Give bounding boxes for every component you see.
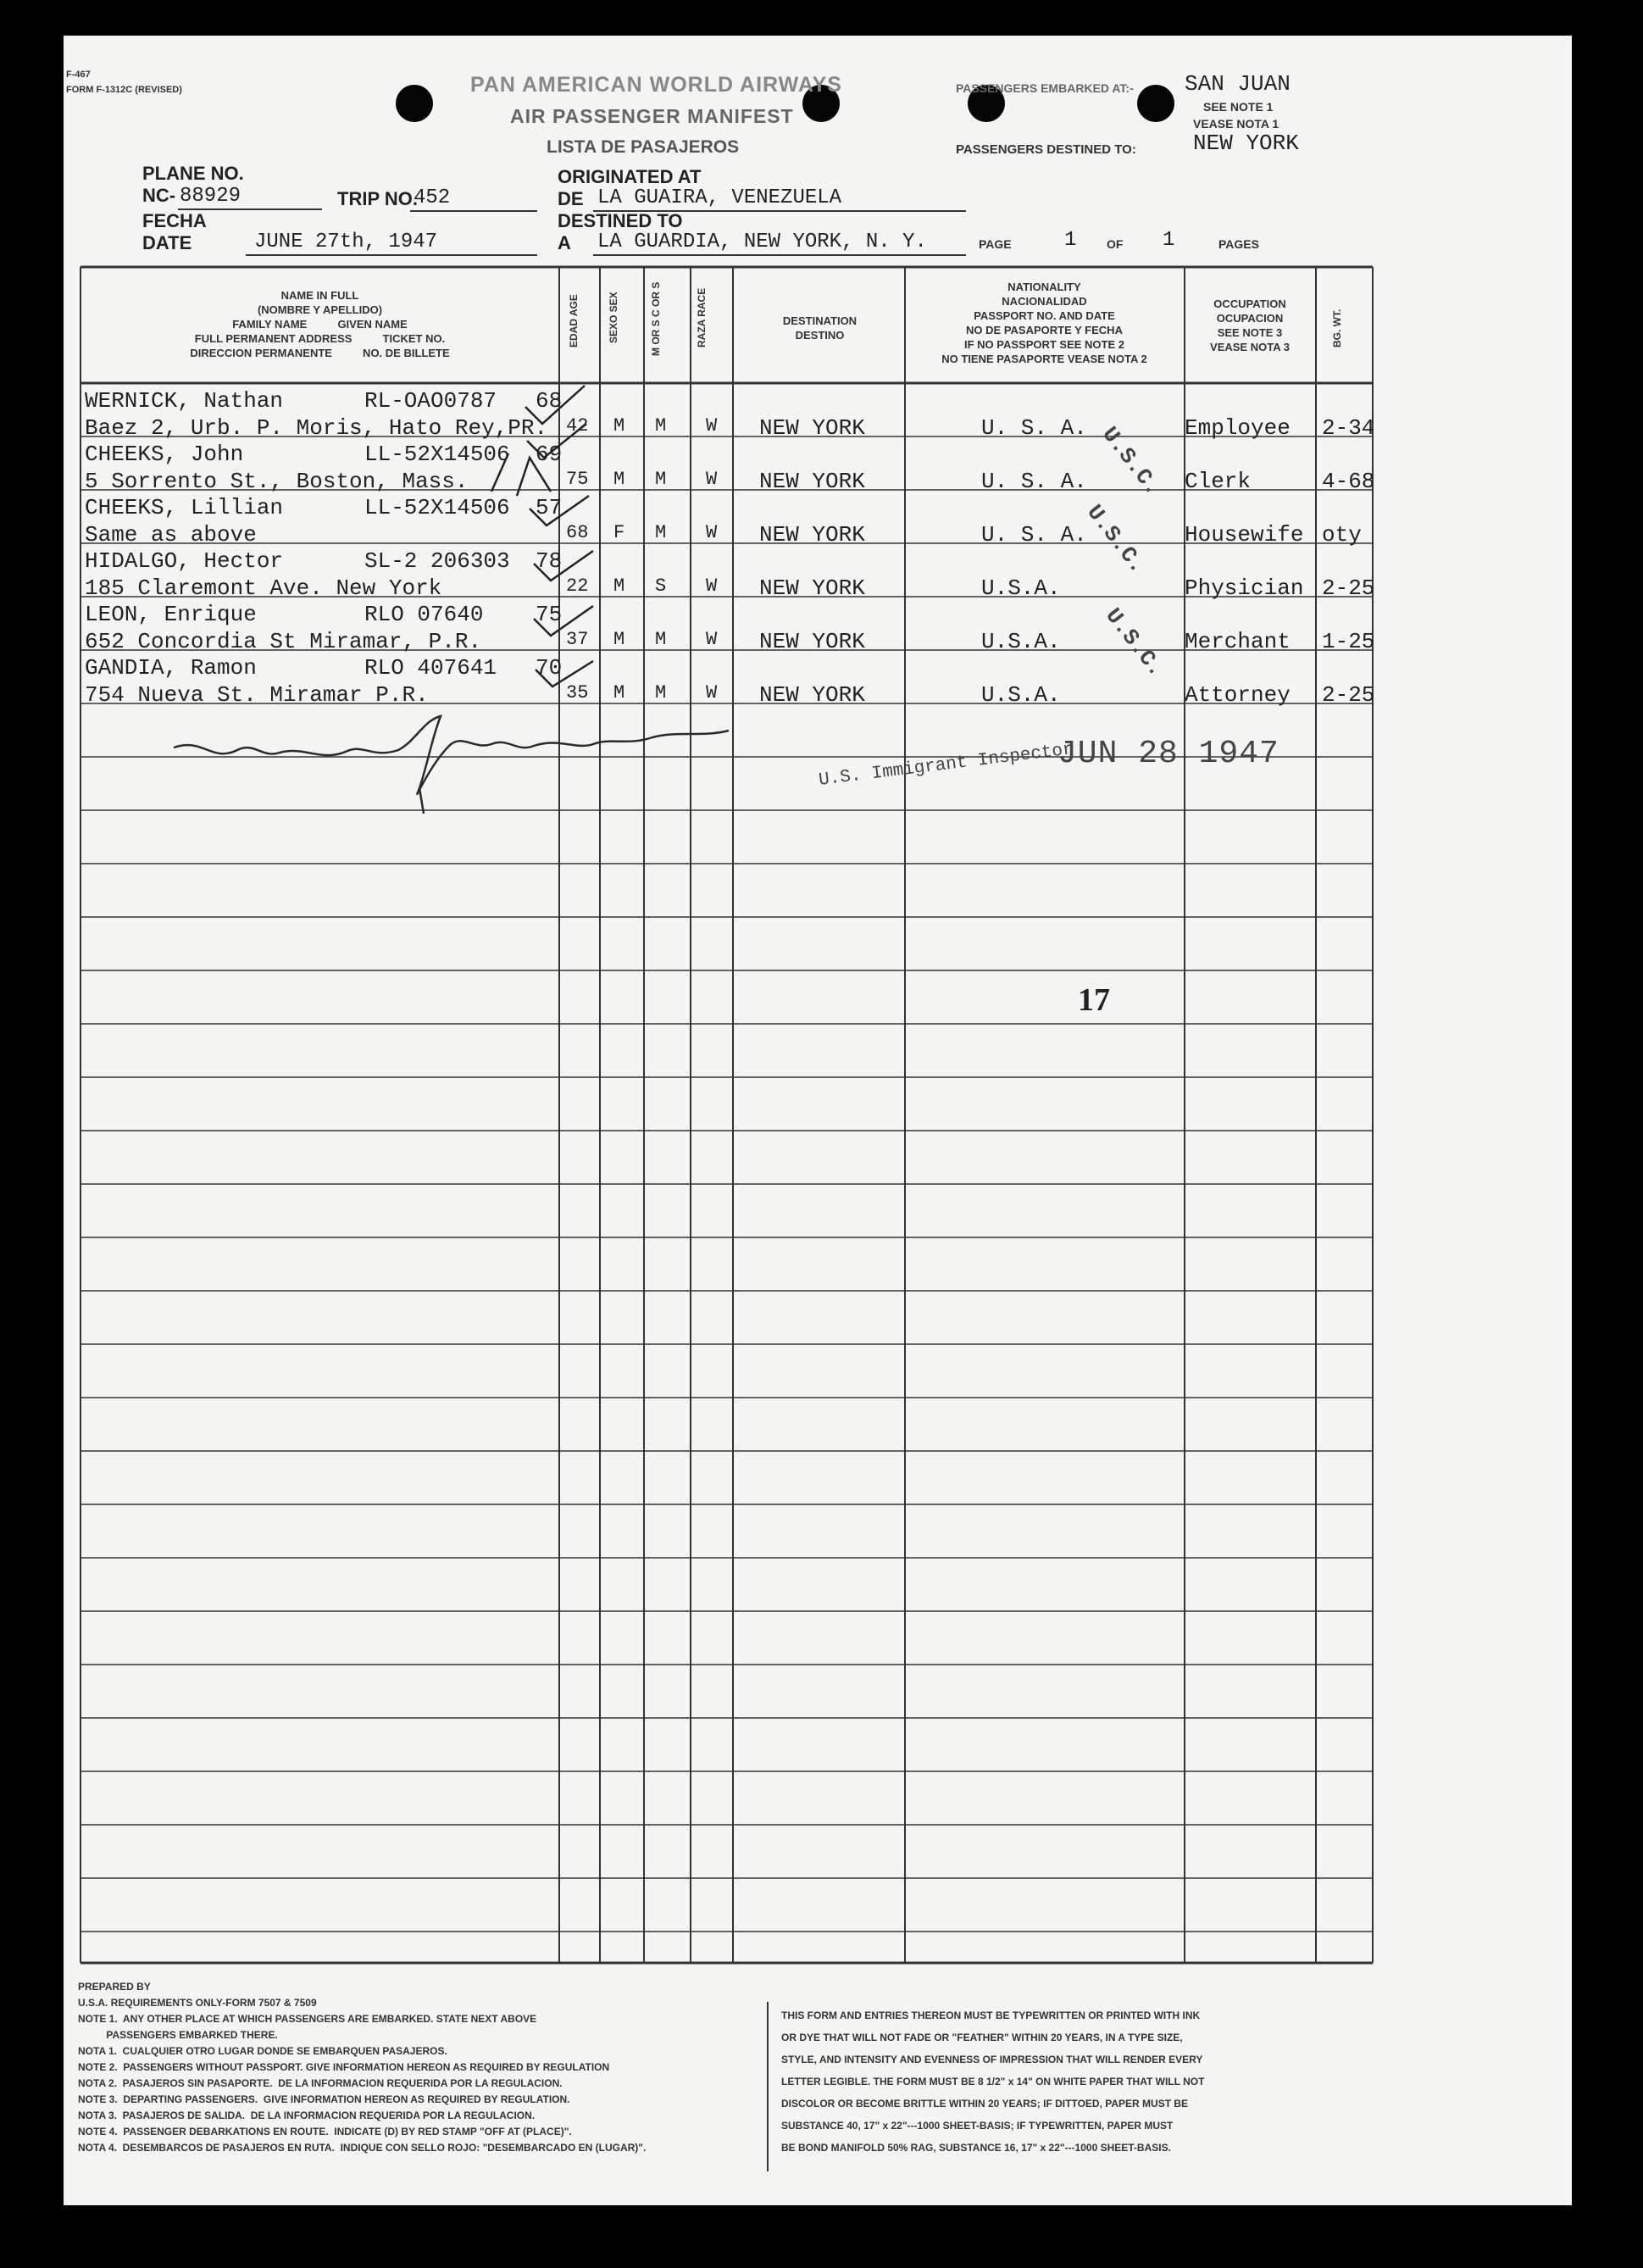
destined-value: NEW YORK	[1193, 131, 1299, 156]
check-mark	[525, 386, 585, 424]
footer-divider	[767, 2002, 769, 2171]
passenger-name: LEON, Enrique	[85, 602, 257, 627]
passenger-seat: 69	[536, 442, 563, 467]
embarked-value: SAN JUAN	[1185, 71, 1291, 97]
passenger-race: W	[706, 521, 718, 543]
passenger-destination: NEW YORK	[759, 521, 865, 548]
passenger-address: Baez 2, Urb. P. Moris, Hato Rey,PR.	[85, 414, 548, 441]
passenger-sex: M	[613, 414, 625, 436]
passenger-address: 652 Concordia St Miramar, P.R.	[85, 628, 482, 654]
passenger-race: W	[706, 575, 718, 597]
passenger-age: 75	[566, 468, 589, 490]
passenger-sex: M	[613, 575, 625, 597]
col-header-occupation-line: VEASE NOTA 3	[1210, 341, 1290, 353]
passenger-marital: M	[655, 414, 667, 436]
col-header-occupation-line: SEE NOTE 3	[1217, 326, 1283, 339]
originated-prefix: DE	[558, 188, 584, 209]
col-header-nationality-line: NACIONALIDAD	[1002, 295, 1087, 308]
page-value: 1	[1064, 229, 1077, 252]
plane-prefix: NC-	[142, 185, 176, 206]
passenger-age: 42	[566, 414, 589, 436]
footer-paper-requirements	[781, 2004, 1204, 2159]
passenger-ticket: LL-52X14506	[364, 442, 510, 467]
passenger-nationality: U.S.A.	[981, 575, 1061, 601]
col-header-name-line: (NOMBRE Y APELLIDO)	[257, 303, 383, 316]
footer-requirement-line: OR DYE THAT WILL NOT FADE OR "FEATHER" WITHIN 20 YEARS, IN A TYPE SIZE,	[781, 2032, 1183, 2043]
passenger-address: 754 Nueva St. Miramar P.R.	[85, 681, 429, 708]
pages-label: PAGES	[1218, 237, 1259, 251]
col-header-nationality-line: NO TIENE PASAPORTE VEASE NOTA 2	[941, 353, 1147, 365]
passenger-marital: M	[655, 628, 667, 650]
passenger-bag: 2-25	[1322, 575, 1375, 601]
passenger-race: W	[706, 628, 718, 650]
passenger-nationality: U. S. A.	[981, 414, 1087, 441]
passenger-sex: M	[613, 681, 625, 703]
originated-value: LA GUAIRA, VENEZUELA	[597, 186, 842, 209]
inspector-stamp: U.S. Immigrant Inspector	[818, 740, 1075, 791]
pen-initials	[491, 453, 551, 496]
col-header-nationality-line: NO DE PASAPORTE Y FECHA	[966, 324, 1123, 336]
passenger-occupation: Physician	[1185, 575, 1304, 601]
airline-title: PAN AMERICAN WORLD AIRWAYS	[470, 73, 842, 97]
col-header-nationality-line: IF NO PASSPORT SEE NOTE 2	[963, 338, 1124, 351]
passenger-age: 22	[566, 575, 589, 597]
col-header-race: RAZA RACE	[696, 287, 708, 347]
passenger-age: 68	[566, 521, 589, 543]
passenger-seat: 57	[536, 495, 563, 520]
col-header-age: EDAD AGE	[568, 294, 580, 347]
passenger-bag: 4-68	[1322, 468, 1375, 494]
passenger-bag: 2-34	[1322, 414, 1375, 441]
passenger-occupation: Clerk	[1185, 468, 1252, 494]
passenger-age: 35	[566, 681, 589, 703]
manifest-title: AIR PASSENGER MANIFEST	[510, 105, 794, 127]
passenger-marital: S	[655, 575, 667, 597]
col-header-occupation-line: OCUPACION	[1216, 312, 1284, 325]
form-number: F-467	[66, 69, 91, 80]
passenger-marital: M	[655, 681, 667, 703]
check-mark	[536, 661, 593, 687]
trip-label: TRIP NO.	[337, 188, 418, 209]
passenger-occupation: Employee	[1185, 414, 1291, 441]
passenger-bag: oty	[1322, 521, 1362, 548]
destined-label: PASSENGERS DESTINED TO:	[956, 142, 1136, 157]
destined-value: LA GUARDIA, NEW YORK, N. Y.	[597, 231, 927, 253]
passenger-occupation: Merchant	[1185, 628, 1291, 654]
passenger-seat: 78	[536, 548, 563, 574]
passenger-occupation: Housewife	[1185, 521, 1304, 548]
footer-note-line: NOTE 3. DEPARTING PASSENGERS. GIVE INFORMATION HEREON AS REQUIRED BY REGULATION.	[78, 2093, 570, 2105]
passenger-race: W	[706, 414, 718, 436]
passenger-destination: NEW YORK	[759, 414, 865, 441]
passenger-marital: M	[655, 521, 667, 543]
footer-requirement-line: STYLE, AND INTENSITY AND EVENNESS OF IMPRESSION THAT WILL RENDER EVERY	[781, 2054, 1203, 2065]
passenger-ticket: LL-52X14506	[364, 495, 510, 520]
of-label: OF	[1107, 237, 1124, 251]
page-count-number: 17	[1078, 982, 1110, 1018]
form-sub: FORM F-1312C (REVISED)	[66, 85, 182, 95]
passenger-nationality: U. S. A.	[981, 468, 1087, 494]
footer-note-line: NOTE 2. PASSENGERS WITHOUT PASSPORT. GIVE INFORMATION HEREON AS REQUIRED BY REGULATION	[78, 2061, 610, 2073]
plane-label: PLANE NO.	[142, 163, 244, 184]
passenger-ticket: RLO 407641	[364, 655, 497, 681]
usc-stamp: U.S.C.	[1100, 603, 1169, 682]
col-header-destination-line: DESTINO	[795, 329, 845, 342]
passenger-sex: M	[613, 468, 625, 490]
plane-value: 88929	[180, 185, 241, 208]
originated-label: ORIGINATED AT	[558, 166, 702, 187]
date-label: DATE	[142, 232, 192, 253]
footer-requirement-line: SUBSTANCE 40, 17" x 22"---1000 SHEET-BASIS; IF TYPEWRITTEN, PAPER MUST	[781, 2120, 1174, 2132]
see-note-1: SEE NOTE 1	[1203, 100, 1274, 114]
passenger-marital: M	[655, 468, 667, 490]
inspector-signature-tail	[419, 788, 424, 814]
footer-notes	[78, 1979, 646, 2156]
col-header-name-line: FAMILY NAME GIVEN NAME	[232, 318, 408, 331]
check-mark	[534, 606, 593, 636]
manifest-title-es: LISTA DE PASAJEROS	[547, 137, 740, 157]
footer-requirement-line: THIS FORM AND ENTRIES THEREON MUST BE TYPEWRITTEN OR PRINTED WITH INK	[781, 2010, 1201, 2021]
inspector-signature	[174, 716, 729, 794]
col-header-name-line: FULL PERMANENT ADDRESS TICKET NO.	[194, 332, 446, 345]
usc-stamp: U.S.C.	[1096, 422, 1166, 501]
footer-note-line: NOTA 4. DESEMBARCOS DE PASAJEROS EN RUTA. INDIQUE CON SELLO ROJO: "DESEMBARCADO EN (LUGAR)".	[78, 2142, 647, 2154]
passenger-name: WERNICK, Nathan	[85, 388, 284, 414]
passenger-destination: NEW YORK	[759, 628, 865, 654]
passenger-destination: NEW YORK	[759, 468, 865, 494]
passenger-occupation: Attorney	[1185, 681, 1291, 708]
check-mark	[534, 551, 593, 581]
footer-note-line: PREPARED BY	[78, 1981, 151, 1993]
passenger-age: 37	[566, 628, 589, 650]
passenger-name: HIDALGO, Hector	[85, 548, 284, 574]
passenger-ticket: RL-OAO0787	[364, 388, 497, 414]
passenger-address: 185 Claremont Ave. New York	[85, 575, 442, 601]
footer-note-line: NOTA 3. PASAJEROS DE SALIDA. DE LA INFORMACION REQUERIDA POR LA REGULACION.	[78, 2110, 536, 2121]
passenger-race: W	[706, 681, 718, 703]
passenger-sex: F	[613, 521, 625, 543]
footer-note-line: NOTE 4. PASSENGER DEBARKATIONS EN ROUTE. INDICATE (D) BY RED STAMP "OFF AT (PLACE)".	[78, 2126, 572, 2137]
pages-value: 1	[1163, 229, 1175, 252]
date-value: JUNE 27th, 1947	[254, 231, 438, 253]
col-header-name-line: NAME IN FULL	[280, 289, 359, 302]
fecha-label: FECHA	[142, 210, 207, 231]
footer-note-line: NOTA 2. PASAJEROS SIN PASAPORTE. DE LA INFORMACION REQUERIDA POR LA REGULACION.	[78, 2077, 563, 2089]
vease-nota-1: VEASE NOTA 1	[1193, 117, 1279, 131]
col-header-sex: SEXO SEX	[608, 292, 619, 343]
passenger-sex: M	[613, 628, 625, 650]
passenger-ticket: RLO 07640	[364, 602, 484, 627]
embarked-label: PASSENGERS EMBARKED AT:-	[956, 81, 1134, 95]
col-header-destination-line: DESTINATION	[782, 314, 858, 327]
destined-to-label: DESTINED TO	[558, 210, 683, 231]
passenger-name: GANDIA, Ramon	[85, 655, 257, 681]
footer-note-line: PASSENGERS EMBARKED THERE.	[78, 2029, 278, 2041]
col-header-nationality-line: PASSPORT NO. AND DATE	[974, 309, 1115, 322]
passenger-name: CHEEKS, John	[85, 442, 244, 467]
col-header-bag: BG. WT.	[1331, 309, 1343, 347]
passenger-nationality: U.S.A.	[981, 628, 1061, 654]
footer-note-line: U.S.A. REQUIREMENTS ONLY-FORM 7507 & 7509	[78, 1997, 317, 2009]
passenger-seat: 75	[536, 602, 563, 627]
passenger-bag: 1-25	[1322, 628, 1375, 654]
passenger-name: CHEEKS, Lillian	[85, 495, 284, 520]
inspection-date-stamp: JUN 28 1947	[1057, 736, 1279, 772]
col-header-name-line: DIRECCION PERMANENTE NO. DE BILLETE	[190, 347, 450, 359]
trip-value: 452	[414, 186, 451, 209]
passenger-seat: 70	[536, 655, 563, 681]
footer-note-line: NOTA 1. CUALQUIER OTRO LUGAR DONDE SE EMBARQUEN PASAJEROS.	[78, 2045, 447, 2057]
usc-stamp: U.S.C.	[1081, 500, 1151, 579]
footer-note-line: NOTE 1. ANY OTHER PLACE AT WHICH PASSENGERS ARE EMBARKED. STATE NEXT ABOVE	[78, 2013, 537, 2025]
check-mark	[530, 496, 589, 525]
col-header-occupation-line: OCCUPATION	[1213, 297, 1286, 310]
footer-requirement-line: DISCOLOR OR BECOME BRITTLE WITHIN 20 YEARS; IF DITTOED, PAPER MUST BE	[781, 2098, 1189, 2110]
passenger-address: 5 Sorrento St., Boston, Mass.	[85, 468, 469, 494]
passenger-race: W	[706, 468, 718, 490]
check-mark	[527, 424, 586, 458]
footer-requirement-line: LETTER LEGIBLE. THE FORM MUST BE 8 1/2" x 14" ON WHITE PAPER THAT WILL NOT	[781, 2076, 1205, 2087]
passenger-address: Same as above	[85, 521, 257, 548]
passenger-seat: 68	[536, 388, 563, 414]
col-header-nationality-line: NATIONALITY	[1007, 281, 1081, 293]
footer-requirement-line: BE BOND MANIFOLD 50% RAG, SUBSTANCE 16, 17" x 22"---1000 SHEET-BASIS.	[781, 2142, 1171, 2154]
passenger-nationality: U.S.A.	[981, 681, 1061, 708]
passenger-destination: NEW YORK	[759, 575, 865, 601]
passenger-bag: 2-25	[1322, 681, 1375, 708]
col-header-marital: M OR S C OR S	[650, 281, 662, 356]
page-label: PAGE	[979, 237, 1012, 251]
passenger-destination: NEW YORK	[759, 681, 865, 708]
passenger-nationality: U. S. A.	[981, 521, 1087, 548]
passenger-ticket: SL-2 206303	[364, 548, 510, 574]
destined-prefix: A	[558, 232, 571, 253]
